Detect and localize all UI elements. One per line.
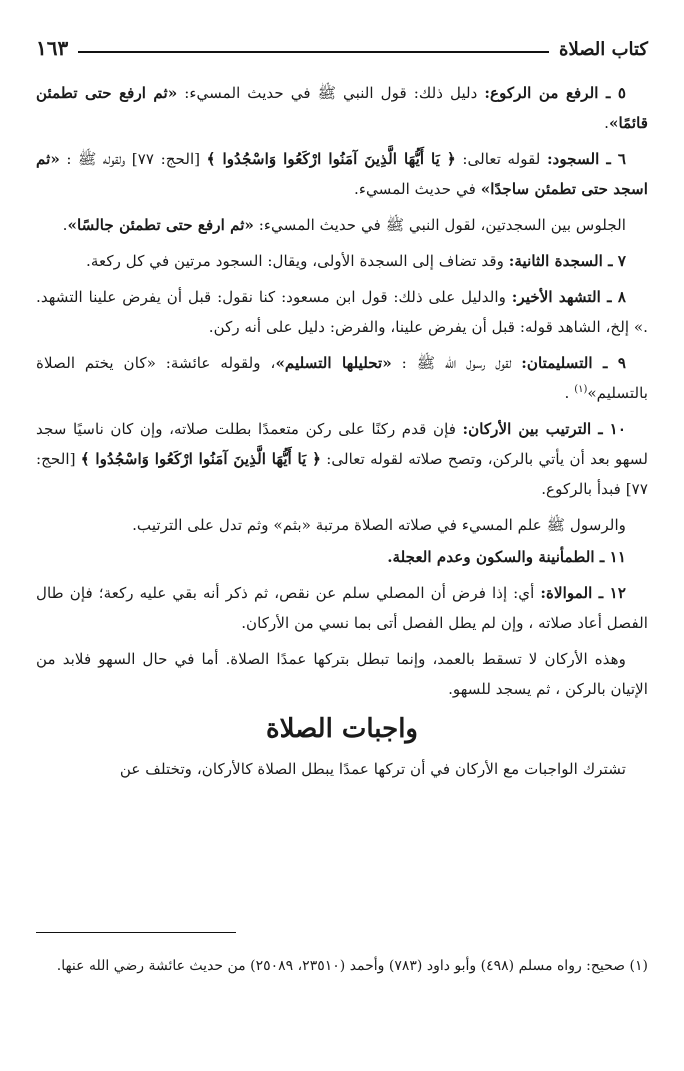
item-lead: ٦ ـ السجود: xyxy=(546,150,626,168)
item-tail: في حديث المسيء. xyxy=(354,180,481,198)
item-tail: . xyxy=(604,114,609,132)
paragraph-tumaninah xyxy=(36,542,648,572)
hadith-quote: «ثم ارفع حتى تطمئن قائمًا» xyxy=(36,84,648,132)
paragraph-sitting-between-sajdas xyxy=(36,210,648,240)
item-lead: ١٢ ـ الموالاة: xyxy=(540,584,626,602)
item-text: وقد تضاف إلى السجدة الأولى، ويقال: السجود مرتين في كل ركعة. xyxy=(86,252,509,270)
item-lead: ٩ ـ التسليمتان: xyxy=(521,354,626,372)
item-text: الجلوس بين السجدتين، لقول النبي ﷺ في حديث المسيء: xyxy=(253,216,626,234)
item-tail: [الحج: ٧٧] فبدأ بالركوع. xyxy=(36,450,648,498)
page-number: ١٦٣ xyxy=(36,36,69,60)
item-lead: ٥ ـ الرفع من الركوع: xyxy=(484,84,626,102)
header-rule xyxy=(78,51,549,53)
item-tail: [الحج: ٧٧] ولقوله ﷺ : xyxy=(59,150,207,168)
footnote-text: صحيح: رواه مسلم (٤٩٨) وأبو داود (٧٨٣) وأحمد (٢٣٥١٠، ٢٥٠٨٩) من حديث عائشة رضي الله عنها. xyxy=(56,958,630,974)
item-tail: . xyxy=(62,216,68,234)
footnote-ref: (١) xyxy=(574,383,588,395)
hadith-quote: «ثم ارفع حتى تطمئن جالسًا» xyxy=(67,216,254,234)
paragraph-continuity xyxy=(36,578,648,638)
item-tail: . xyxy=(564,384,575,402)
item-text: وهذه الأركان لا تسقط بالعمد، وإنما تبطل بتركها عمدًا الصلاة. أما في حال السهو فلابد من الإتيان بالركن ، ثم يسجد للسهو. xyxy=(36,650,648,698)
quran-verse: ﴿ يَا أَيُّهَا الَّذِينَ آمَنُوا ارْكَعُوا وَاسْجُدُوا ﴾ xyxy=(80,450,321,468)
item-tail: ، ولقوله عائشة: «كان يختم الصلاة بالتسليم» xyxy=(36,354,648,402)
footnote-marker: (١) xyxy=(629,958,648,974)
paragraph-second-sajda xyxy=(36,246,648,276)
footnote xyxy=(36,952,648,980)
paragraph-sujud xyxy=(36,144,648,204)
paragraph-order xyxy=(36,414,648,504)
section-intro xyxy=(36,754,648,784)
hadith-quote: «ثم اسجد حتى تطمئن ساجدًا» xyxy=(36,150,648,198)
paragraph-final-tashahhud xyxy=(36,282,648,342)
item-text: تشترك الواجبات مع الأركان في أن تركها عمدًا يبطل الصلاة كالأركان، وتختلف عن xyxy=(119,760,626,778)
page-body xyxy=(36,78,648,790)
paragraph-order-note xyxy=(36,510,648,540)
item-text: والدليل على ذلك: قول ابن مسعود: كنا نقول: قبل أن يفرض علينا التشهد. .» إلخ، الشاهد قوله: قبل أن يفرض علينا، والفرض: دليل على أنه ركن. xyxy=(36,288,648,336)
item-text: والرسول ﷺ علم المسيء في صلاته الصلاة مرتبة «بثم» وثم تدل على الترتيب. xyxy=(132,516,626,534)
section-heading: واجبات الصلاة xyxy=(266,714,418,744)
item-text: لقوله تعالى: xyxy=(455,150,547,168)
paragraph-raising-from-ruku xyxy=(36,78,648,138)
quran-verse: ﴿ يَا أَيُّهَا الَّذِينَ آمَنُوا ارْكَعُوا وَاسْجُدُوا ﴾ xyxy=(206,150,456,168)
item-lead: ١٠ ـ الترتيب بين الأركان: xyxy=(462,420,626,438)
paragraph-pillars-rule xyxy=(36,644,648,704)
page-header xyxy=(36,30,648,60)
item-text: دليل ذلك: قول النبي ﷺ في حديث المسيء: xyxy=(177,84,485,102)
hadith-quote: «تحليلها التسليم» xyxy=(275,354,392,372)
item-text: فإن قدم ركنًا على ركن متعمدًا بطلت صلاته، وإن كان ناسيًا سجد لسهو بعد أن يأتي بالركن، وتصح صلاته لقوله تعالى: xyxy=(36,420,648,468)
item-lead: ١١ ـ الطمأنينة والسكون وعدم العجلة. xyxy=(387,548,626,566)
paragraph-taslim xyxy=(36,348,648,408)
item-text: لقول رسول الله ﷺ : xyxy=(391,354,522,372)
item-text: أي: إذا فرض أن المصلي سلم عن نقص، ثم ذكر أنه بقي عليه ركعة؛ فإن طال الفصل أعاد صلاته ، وإن لم يطل الفصل أتى بما نسي من الأركان. xyxy=(36,584,648,632)
item-lead: ٧ ـ السجدة الثانية: xyxy=(508,252,626,270)
book-title: كتاب الصلاة xyxy=(559,39,648,60)
footnote-divider xyxy=(36,932,236,933)
item-lead: ٨ ـ التشهد الأخير: xyxy=(511,288,626,306)
